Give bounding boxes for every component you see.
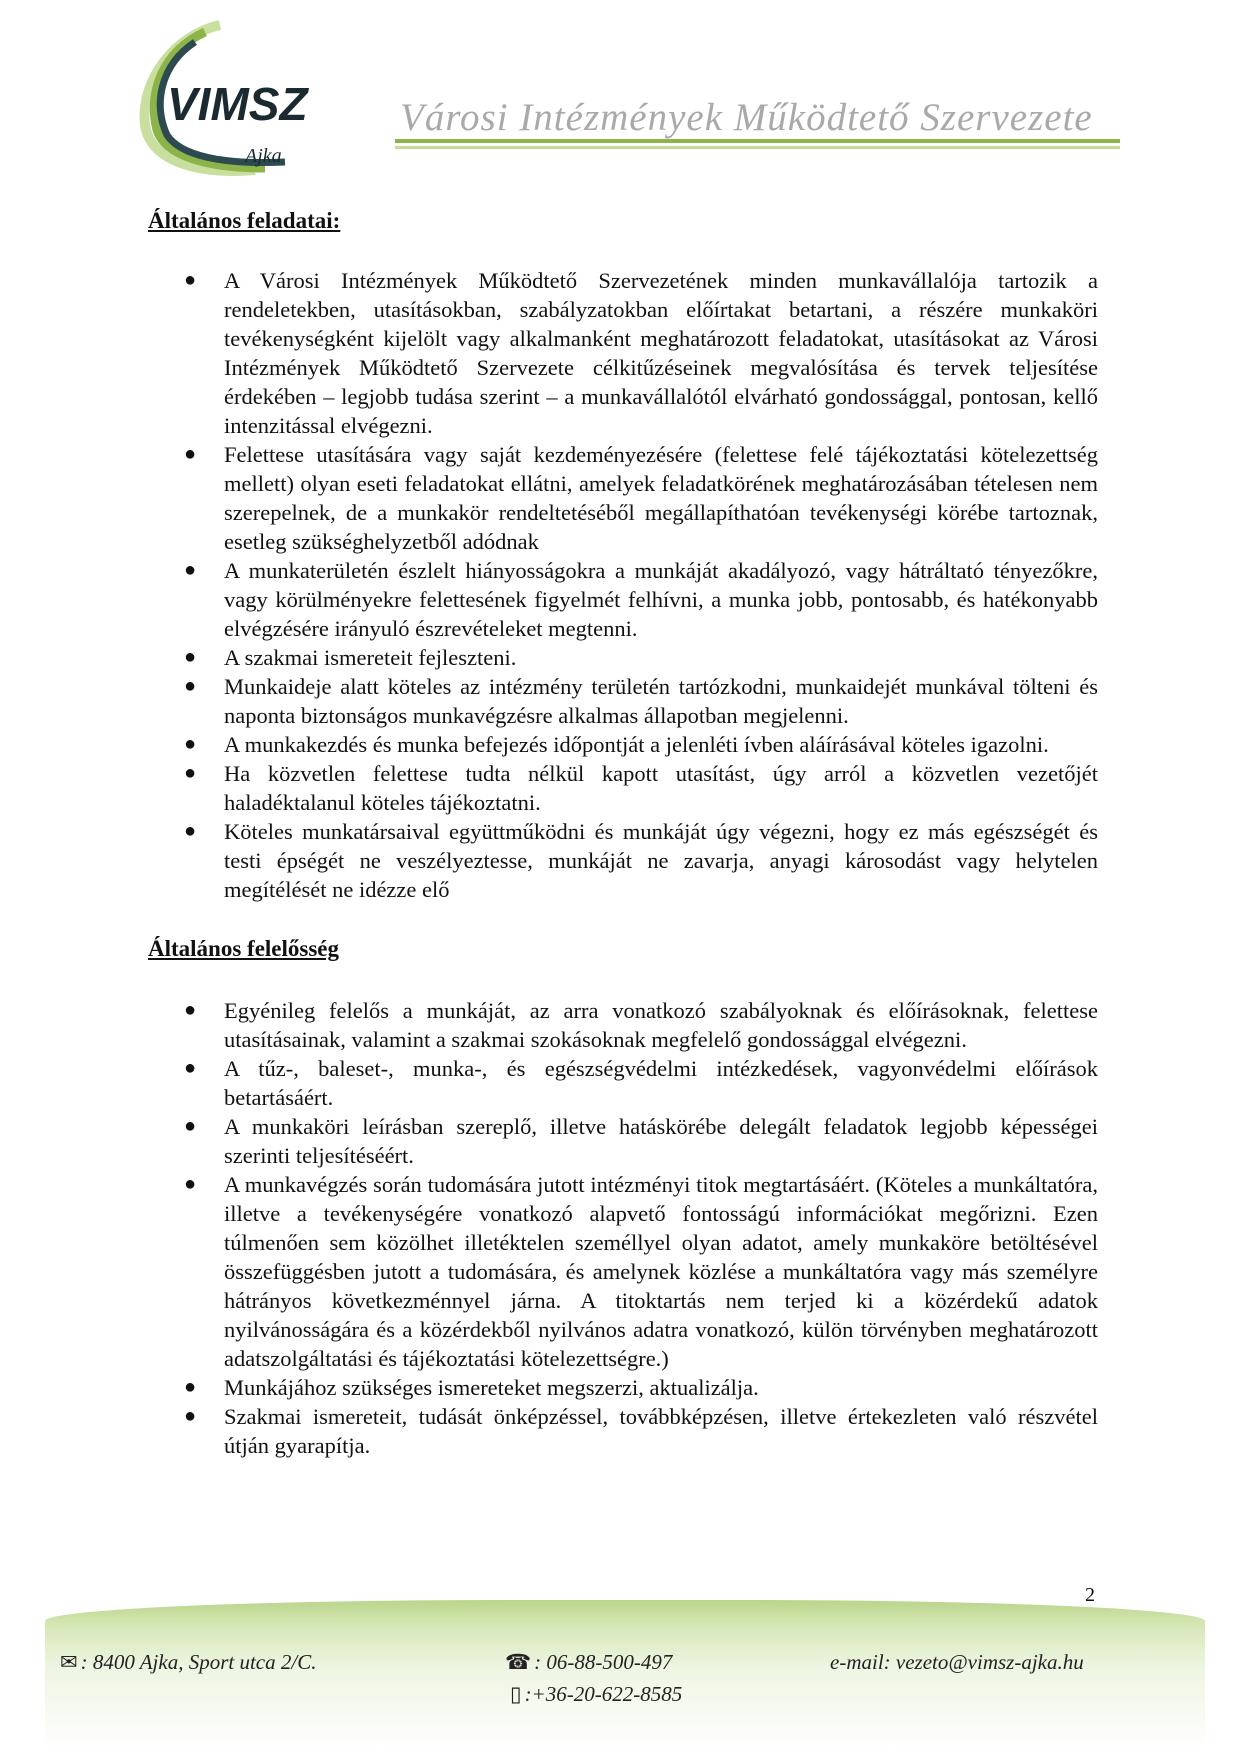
bullet-icon: ● xyxy=(184,820,197,842)
list-item: ● Szakmai ismereteit, tudását önképzéssel, továbbképzésen, illetve értekezleten való részvétel útján gyarapítja. xyxy=(184,1404,1098,1458)
section-heading-general-tasks: Általános feladatai: xyxy=(148,208,341,233)
footer-band xyxy=(45,1600,1205,1750)
bullet-icon: ● xyxy=(184,269,197,291)
bullet-icon: ● xyxy=(184,999,197,1021)
organization-title: Városi Intézmények Működtető Szervezete xyxy=(400,96,1093,139)
list-item: ● Ha közvetlen felettese tudta nélkül kapott utasítást, úgy arról a közvetlen vezetőjét haladéktalanul köteles tájékoztatni. xyxy=(184,761,1098,815)
section-heading-general-responsibility: Általános felelősség xyxy=(148,936,340,961)
footer-mobile: ▯ :+36-20-622-8585 xyxy=(510,1682,683,1706)
bullet-icon: ● xyxy=(184,733,197,755)
list-item: ● Munkájához szükséges ismereteket megszerzi, aktualizálja. xyxy=(184,1375,759,1400)
list-item: ● A munkaterületén észlelt hiányosságokra a munkáját akadályozó, vagy hátráltató tényezőkre, vagy körülményekre felettesének figyelmét felhívni, a munka jobb, pontosabb, és hatékonyabb elvégzésére irányuló észrevételeket megtenni. xyxy=(184,558,1098,641)
header-rule xyxy=(395,139,1120,143)
footer-phone: ☎ : 06-88-500-497 xyxy=(505,1650,673,1674)
list-item: ● Munkaideje alatt köteles az intézmény területén tartózkodni, munkaidejét munkával tölteni és naponta biztonságos munkavégzésre alkalmas állapotban megjelenni. xyxy=(184,674,1098,728)
list-item: ● A munkavégzés során tudomására jutott intézményi titok megtartásáért. (Köteles a munkáltatóra, illetve a tevékenységére vonatkozó alapvető fontosságú információkat megőrizni. Ezen túlmenően sem közölhet illetéktelen személlyel olyan adatot, amely munkaköre betöltésével összefüggésben jutott a tudomására, és amelynek közlése a munkáltatóra vagy más személyre hátrányos következménnyel járna. A titoktartás nem terjed ki a közérdekű adatok nyilvánosságára és a közérdekből nyilvános adatra vonatkozó, külön törvényben meghatározott adatszolgáltatási és tájékoztatási kötelezettségre.) xyxy=(184,1172,1098,1371)
footer-address: ✉ : 8400 Ajka, Sport utca 2/C. xyxy=(60,1650,317,1674)
page-footer xyxy=(0,1600,1240,1754)
list-item: ● A munkakezdés és munka befejezés időpontját a jelenléti ívben aláírásával köteles igazolni. xyxy=(184,732,1049,757)
bullet-icon: ● xyxy=(184,1173,197,1195)
bullet-icon: ● xyxy=(184,762,197,784)
telephone-icon: ☎ xyxy=(505,1650,532,1674)
list-item: ● A Városi Intézmények Működtető Szervezetének minden munkavállalója tartozik a rendeletekben, utasításokban, szabályzatokban előírtakat betartani, a részére munkaköri tevékenységként kijelölt vagy alkalmanként meghatározott feladatokat, utasításokat az Városi Intézmények Működtető Szervezete célkitűzéseinek megvalósítása és tervek teljesítése érdekében – legjobb tudása szerint – a munkavállalótól elvárható gondossággal, pontosan, kellő intenzitással elvégezni. xyxy=(184,268,1098,438)
bullet-icon: ● xyxy=(184,646,197,668)
bullet-icon: ● xyxy=(184,1376,197,1398)
footer-email[interactable]: e-mail: vezeto@vimsz-ajka.hu xyxy=(830,1650,1084,1674)
envelope-icon: ✉ xyxy=(60,1650,78,1674)
page-number: 2 xyxy=(1085,1584,1095,1606)
bullet-icon: ● xyxy=(184,1057,197,1079)
page-header xyxy=(0,0,1240,200)
vimsz-logo xyxy=(135,20,335,190)
document-body xyxy=(148,206,1098,1460)
list-item: ● A munkaköri leírásban szereplő, illetve hatáskörébe delegált feladatok legjobb képességei szerinti teljesítéséért. xyxy=(184,1114,1098,1168)
list-item: ● Egyénileg felelős a munkáját, az arra vonatkozó szabályoknak és előírásoknak, felettese utasításainak, valamint a szakmai szokásoknak megfelelő gondossággal elvégezni. xyxy=(184,998,1098,1052)
list-item: ● A szakmai ismereteit fejleszteni. xyxy=(184,645,517,670)
list-item: ● A tűz-, baleset-, munka-, és egészségvédelmi intézkedések, vagyonvédelmi előírások betartásáért. xyxy=(184,1056,1098,1110)
list-item: ● Felettese utasítására vagy saját kezdeményezésére (felettese felé tájékoztatási kötelezettség mellett) olyan eseti feladatokat ellátni, amelyek feladatkörének meghatározásában tételesen nem szerepelnek, de a munkakör rendeltetéséből megállapíthatóan tevékenységi körébe tartoznak, esetleg szükséghelyzetből adódnak xyxy=(184,442,1098,554)
bullet-icon: ● xyxy=(184,1405,197,1427)
general-tasks-list xyxy=(148,266,1098,904)
bullet-icon: ● xyxy=(184,675,197,697)
header-rule-light xyxy=(395,146,1120,149)
bullet-icon: ● xyxy=(184,443,197,465)
bullet-icon: ● xyxy=(184,559,197,581)
mobile-phone-icon: ▯ xyxy=(510,1682,522,1706)
general-responsibility-list xyxy=(148,996,1098,1460)
list-item: ● Köteles munkatársaival együttműködni és munkáját úgy végezni, hogy ez más egészségét és testi épségét ne veszélyeztesse, munkáját ne zavarja, anyagi károsodást vagy helytelen megítélését ne idézze elő xyxy=(184,819,1098,902)
logo-subtext: Ajka xyxy=(245,145,282,167)
logo-text: VIMSZ xyxy=(167,78,308,130)
bullet-icon: ● xyxy=(184,1115,197,1137)
